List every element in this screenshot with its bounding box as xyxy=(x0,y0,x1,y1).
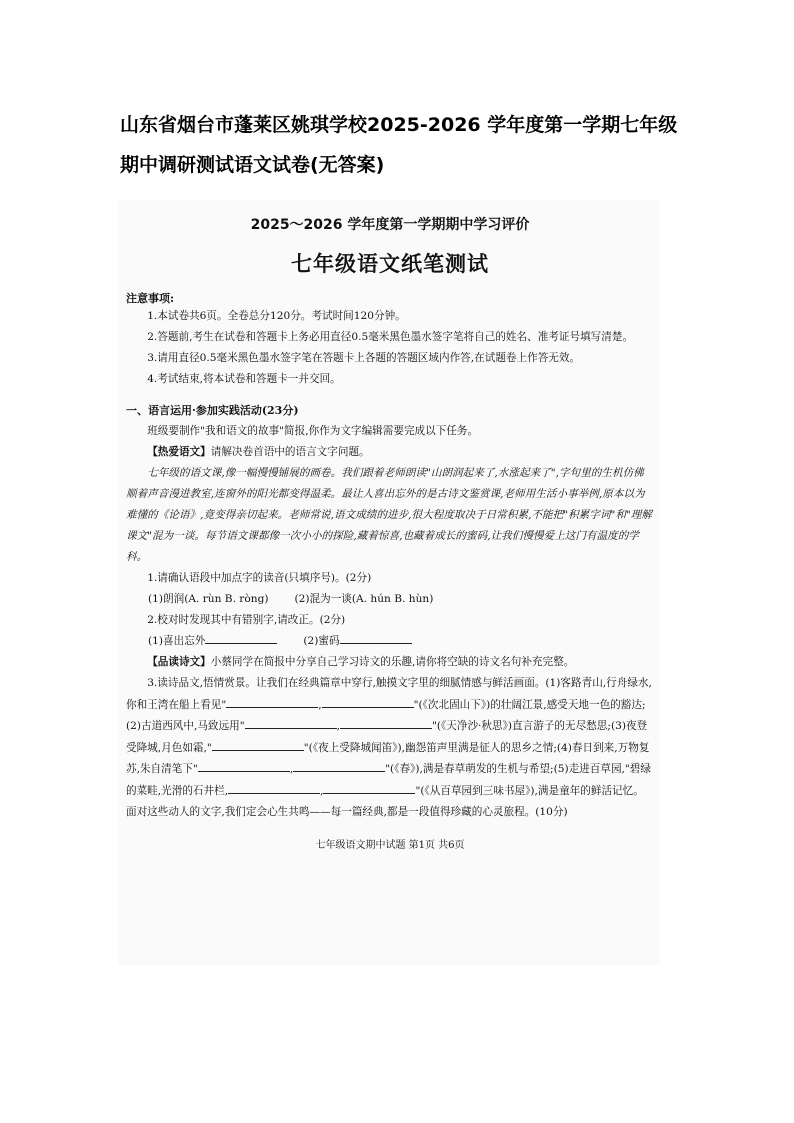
option: (1)朗润(A. rùn B. ròng) xyxy=(148,593,269,605)
task-text: 小蔡同学在简报中分享自己学习诗文的乐趣,请你将空缺的诗文名句补充完整。 xyxy=(210,656,575,668)
section-intro: 班级要制作"我和语文的故事"简报,你作为文字编辑需要完成以下任务。 xyxy=(147,425,479,437)
answer-blank[interactable] xyxy=(212,739,304,751)
notice-heading: 注意事项: xyxy=(126,292,175,305)
option: (2)混为一谈(A. hún B. hùn) xyxy=(294,593,434,605)
exam-header: 2025～2026 学年度第一学期期中学习评价 xyxy=(250,217,530,233)
notice-item: 1.本试卷共6页。全卷总分120分。考试时间120分钟。 xyxy=(147,310,406,322)
task-tag: 【品读诗文】 xyxy=(147,656,211,668)
answer-blank[interactable] xyxy=(293,760,385,772)
answer-blank[interactable] xyxy=(322,696,414,708)
notice-item: 3.请用直径0.5毫米黑色墨水签字笔在答题卡上各题的答题区域内作答,在试题卷上作答无效。 xyxy=(147,352,581,364)
notice-item: 4.考试结束,将本试卷和答题卡一并交回。 xyxy=(147,373,341,385)
preface-passage: 七年级的语文课,像一幅慢慢铺展的画卷。我们跟着老师朗读"山朗润起来了,水涨起来了",字句里的生机仿佛顺着声音漫进教室,连窗外的阳光都变得温柔。最让人喜出忘外的是古诗文鉴赏课,老师用生活小事举例,原本以为难懂的《论语》,竟变得亲切起来。老师常说,语文成绩的进步,很大程度取决于日常积累,不能把"积累字词"和"理解课文"混为一谈。每节语文课都像一次小小的探险,藏着惊喜,也藏着成长的蜜码,让我们慢慢爱上这门有温度的学科。 xyxy=(126,467,652,563)
question-2-answers xyxy=(126,631,654,652)
task-line xyxy=(126,442,654,463)
page-footer: 七年级语文期中试题 第1页 共6页 xyxy=(315,839,465,851)
question-3: 3.读诗品文,悟情赏景。让我们在经典篇章中穿行,触摸文字里的细腻情感与鲜活画面。(1)客路青山,行舟绿水,你和王湾在船上看见" , "(《次北固山下》)的壮阔江景,感受天地一色的豁达;(2)古道西风中,马致远用" , "(《天净沙·秋思》)直言游子的无尽愁思;(3)夜登受降城,月色如霜," "(《夜上受降城闻笛》),幽怨笛声里满是征人的思乡之情;(4)春日到来,万物复苏,朱自清笔下" , "(《春》),满是春草萌发的生机与希望;(5)走进百草园,"碧绿的菜畦,光滑的石井栏, , "(《从百草园到三味书屋》),满是童年的鲜活记忆。面对这些动人的文字,我们定会心生共鸣——每一篇经典,都是一段值得珍藏的心灵旅程。(10分) xyxy=(126,677,652,818)
answer-blank[interactable] xyxy=(226,696,318,708)
answer-blank[interactable] xyxy=(340,717,432,729)
answer-blank[interactable] xyxy=(245,717,337,729)
exam-title: 七年级语文纸笔测试 xyxy=(291,252,489,276)
answer-blank[interactable] xyxy=(198,760,290,772)
notice-item: 2.答题前,考生在试卷和答题卡上务必用直径0.5毫米黑色墨水签字笔将自己的姓名、准考证号填写清楚。 xyxy=(147,331,634,343)
exam-page-content xyxy=(126,208,654,851)
question-1: 1.请确认语段中加点字的读音(只填序号)。(2分) xyxy=(147,572,372,584)
answer-slot: (2)蜜码 xyxy=(303,631,411,652)
task-text: 请解决卷首语中的语言文字问题。 xyxy=(210,446,370,458)
answer-blank[interactable] xyxy=(323,782,415,794)
answer-slot: (1)喜出忘外 xyxy=(148,631,277,652)
section-heading: 一、语言运用·参加实践活动(23分) xyxy=(126,404,299,417)
answer-blank[interactable] xyxy=(228,782,320,794)
question-1-options xyxy=(126,589,654,610)
task-line xyxy=(126,652,654,673)
question-2: 2.校对时发现其中有错别字,请改正。(2分) xyxy=(147,614,346,626)
answer-blank[interactable] xyxy=(340,632,412,644)
answer-blank[interactable] xyxy=(205,632,277,644)
task-tag: 【热爱语文】 xyxy=(147,446,211,458)
exam-page-scan xyxy=(118,200,660,965)
document-title: 山东省烟台市蓬莱区姚琪学校2025-2026 学年度第一学期七年级期中调研测试语文试卷(无答案) xyxy=(120,114,678,176)
